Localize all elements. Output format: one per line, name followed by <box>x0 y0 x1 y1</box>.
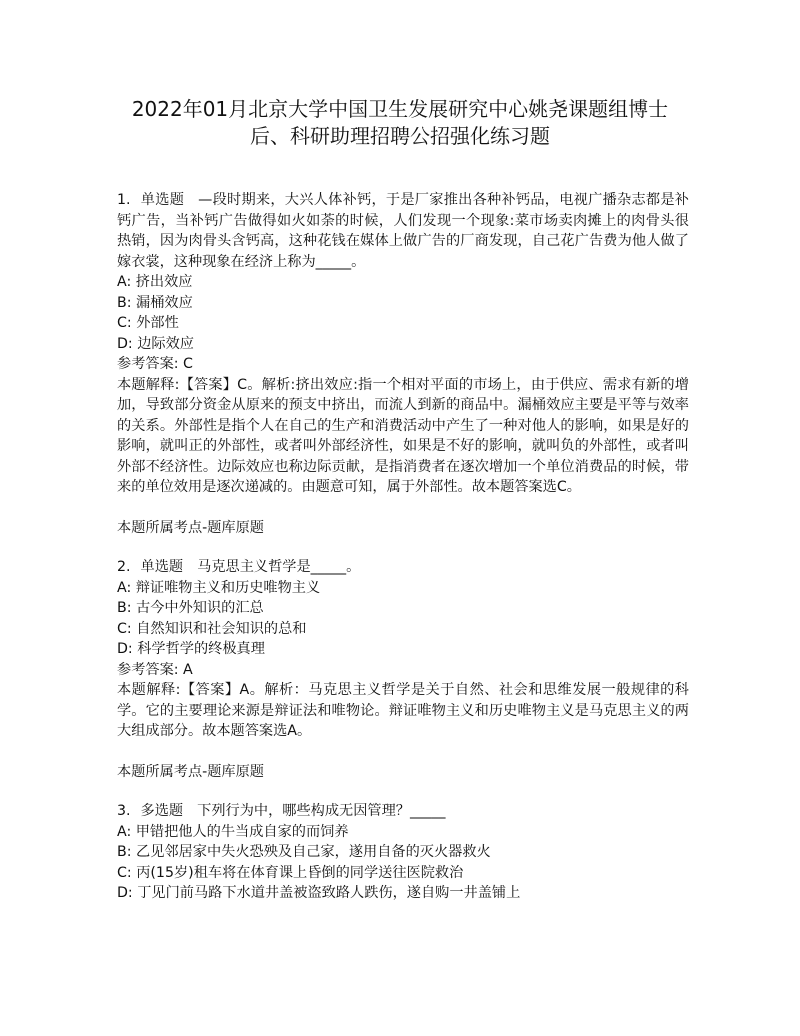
title-line-2: 后、科研助理招聘公招强化练习题 <box>250 124 550 148</box>
question-spacer <box>117 782 689 801</box>
answer-explanation: 本题解释:【答案】C。解析:挤出效应:指一个相对平面的市场上，由于供应、需求有新的增加，导致部分资金从原来的预支中挤出，而流人到新的商品中。漏桶效应主要是平等与效率的关系。外部性是指个人在自己的生产和消费活动中产生了一种对他人的影响，如果是好的影响，就叫正的外部性，或者叫外部经济性，如果是不好的影响，就叫负的外部性，或者叫外部不经济性。边际效应也称边际贡献，是指消费者在逐次增加一个单位消费品的时候，带来的单位效用是逐次递减的。由题意可知，属于外部性。故本题答案选C。 <box>117 376 689 495</box>
question-stem: 马克思主义哲学是_____。 <box>197 559 361 575</box>
question-2 <box>117 557 689 782</box>
question-number: 1. <box>117 192 131 208</box>
question-spacer <box>117 538 689 557</box>
option-b: B: 乙见邻居家中失火恐殃及自己家，遂用自备的灭火器救火 <box>117 844 491 860</box>
question-type: 单选题 <box>140 559 184 575</box>
option-a: A: 甲错把他人的牛当成自家的而饲养 <box>117 823 349 840</box>
question-3 <box>117 801 689 904</box>
question-type: 多选题 <box>140 803 184 819</box>
option-a: A: 辩证唯物主义和历史唯物主义 <box>117 579 321 596</box>
option-c: C: 丙(15岁)租车将在体育课上昏倒的同学送往医院救治 <box>117 864 464 881</box>
question-2-stem-line <box>117 557 689 578</box>
question-number: 2. <box>117 559 131 575</box>
reference-answer: 参考答案: C <box>117 356 193 372</box>
question-number: 3. <box>117 803 131 819</box>
question-list <box>117 190 689 904</box>
question-3-stem-line <box>117 801 689 822</box>
question-stem: 下列行为中，哪些构成无因管理？_____ <box>197 803 446 819</box>
question-stem: —段时期来，大兴人体补钙，于是厂家推出各种补钙品，电视广播杂志都是补钙广告，当补钙广告做得如火如荼的时候，人们发现一个现象:菜市场卖肉摊上的肉骨头很热销，因为肉骨头含钙高，这种花钱在媒体上做广告的厂商发现，自己花广告费为他人做了嫁衣裳，这种现象在经济上称为_____。 <box>117 192 689 270</box>
reference-answer: 参考答案: A <box>117 661 193 678</box>
option-a: A: 挤出效应 <box>117 274 193 290</box>
answer-explanation: 本题解释:【答案】A。解析：马克思主义哲学是关于自然、社会和思维发展一般规律的科学。它的主要理论来源是辩证法和唯物论。辩证唯物主义和历史唯物主义是马克思主义的两大组成部分。故本题答案选A。 <box>117 682 689 739</box>
option-b: B: 古今中外知识的汇总 <box>117 600 264 616</box>
option-d: D: 边际效应 <box>117 335 194 352</box>
question-type: 单选题 <box>140 192 185 208</box>
question-source: 本题所属考点-题库原题 <box>117 519 264 536</box>
option-d: D: 丁见门前马路下水道井盖被盗致路人跌伤，遂自购一井盖铺上 <box>117 885 521 901</box>
option-c: C: 外部性 <box>117 315 179 331</box>
page-title <box>60 96 740 150</box>
question-1-stem-line <box>117 190 689 272</box>
question-source: 本题所属考点-题库原题 <box>117 763 264 780</box>
option-d: D: 科学哲学的终极真理 <box>117 641 265 657</box>
title-line-1: 2022年01月北京大学中国卫生发展研究中心姚尧课题组博士 <box>131 97 669 121</box>
option-b: B: 漏桶效应 <box>117 294 193 311</box>
option-c: C: 自然知识和社会知识的总和 <box>117 620 307 637</box>
question-1 <box>117 190 689 538</box>
